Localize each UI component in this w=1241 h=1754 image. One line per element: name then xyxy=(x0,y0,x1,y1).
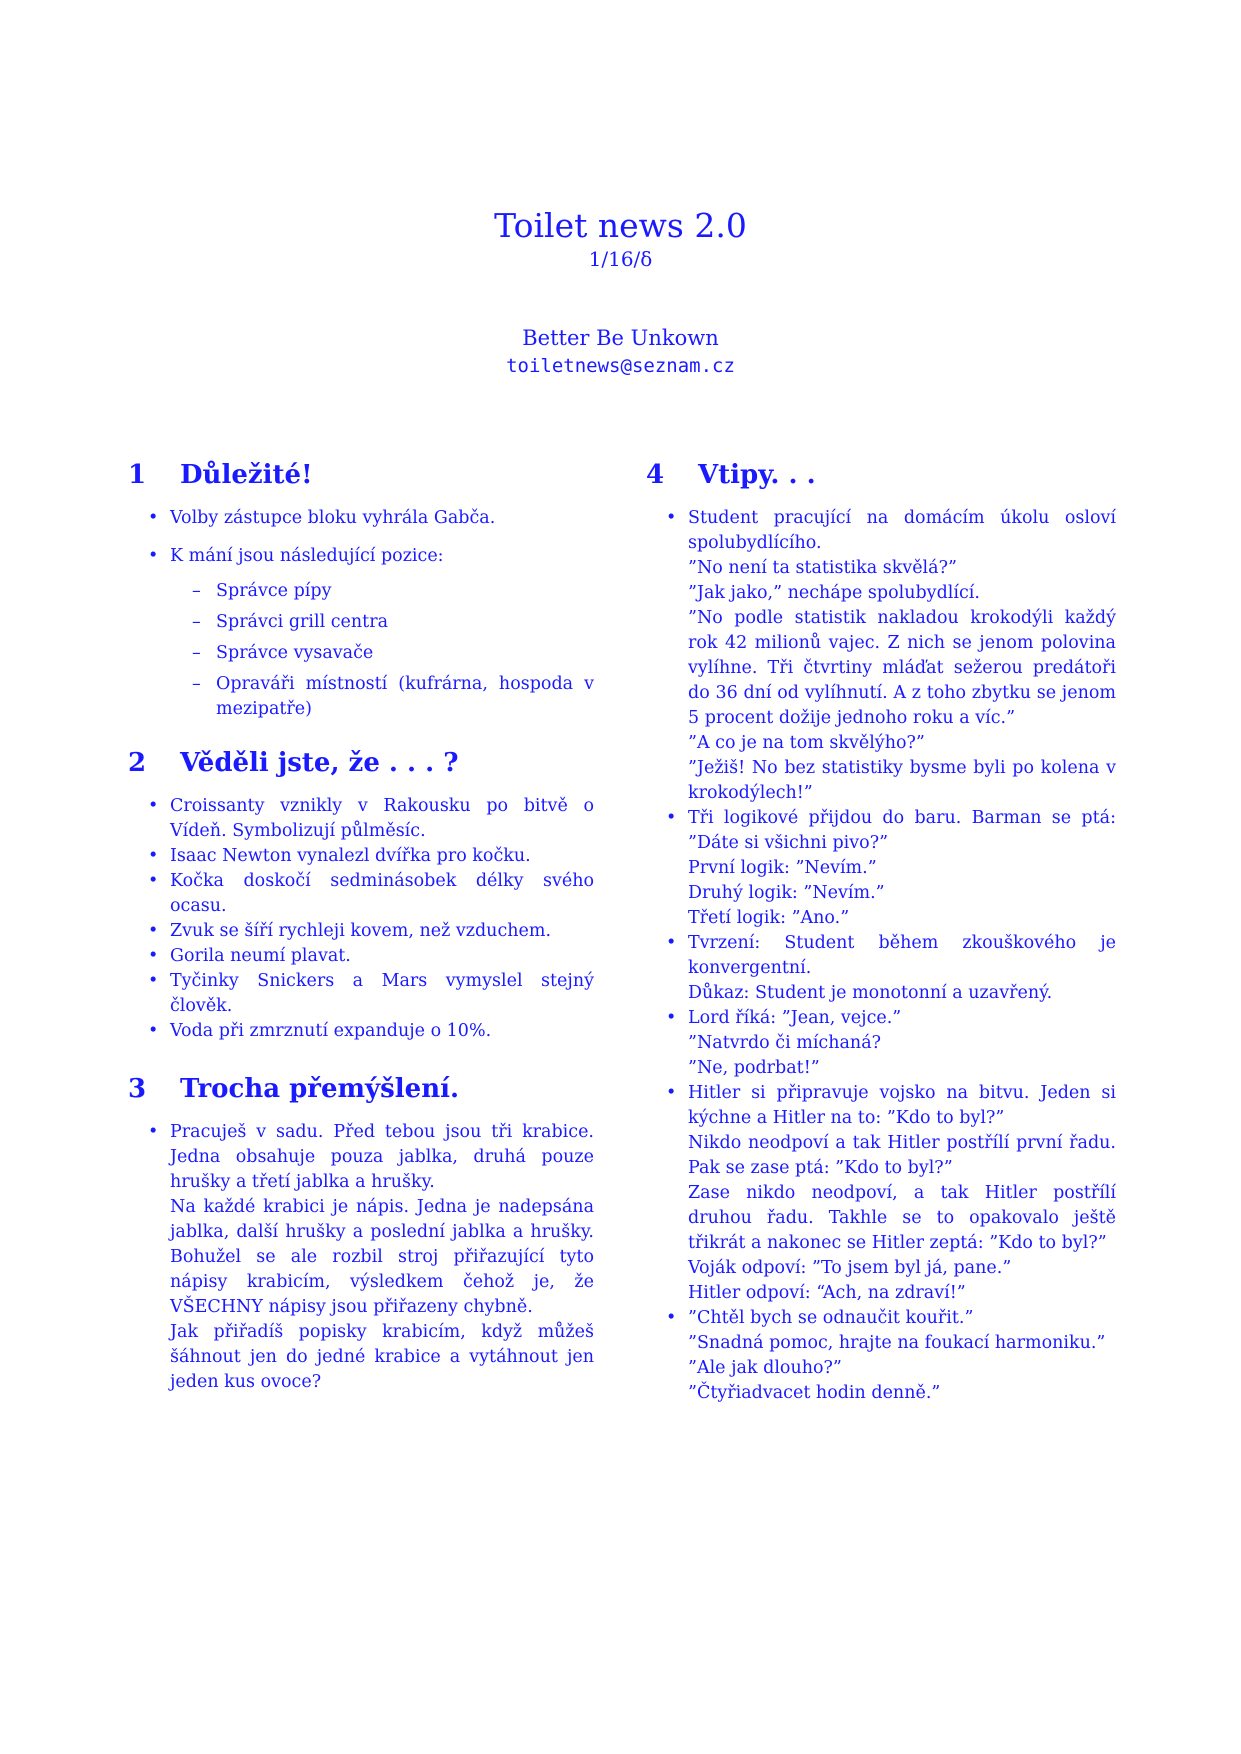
section-2 xyxy=(128,746,594,1044)
section-heading xyxy=(646,458,1116,492)
sub-list-item: – Správci grill centra xyxy=(216,610,594,635)
author-name: Better Be Unkown xyxy=(522,326,719,350)
bullet-list xyxy=(128,1120,594,1395)
section-heading xyxy=(128,458,594,492)
title-block xyxy=(0,206,1241,380)
joke-line: ”A co je na tom skvělýho?” xyxy=(688,733,925,753)
joke-item xyxy=(688,1081,1116,1306)
list-item xyxy=(170,1120,594,1395)
joke-item xyxy=(688,931,1116,1006)
document-title: Toilet news 2.0 xyxy=(494,206,747,245)
list-item: • Gorila neumí plavat. xyxy=(170,944,594,969)
puzzle-paragraph: • Pracuješ v sadu. Před tebou jsou tři krabice. Jedna obsahuje pouza jablka, druhá pouze hrušky a třetí jablka a hrušky. xyxy=(170,1122,594,1192)
joke-line: Druhý logik: ”Nevím.” xyxy=(688,883,885,903)
joke-line: ”No podle statistik nakladou krokodýli každý rok 42 milionů vajec. Z nich se jenom polovina vylíhne. Tři čtvrtiny mláďat sežerou predátoři do 36 dní od vylíhnutí. A z toho zbytku se jenom 5 procent dožije jednoho roku a víc.” xyxy=(688,608,1116,728)
section-number: 2 xyxy=(128,748,147,778)
joke-line: Třetí logik: ”Ano.” xyxy=(688,908,850,928)
list-item: • Volby zástupce bloku vyhrála Gabča. xyxy=(170,506,594,531)
author-email: toiletnews@seznam.cz xyxy=(506,355,735,377)
joke-line: ”Ježiš! No bez statistiky bysme byli po kolena v krokodýlech!” xyxy=(688,758,1116,803)
section-1 xyxy=(128,458,594,722)
section-heading xyxy=(128,1072,594,1106)
list-item-text: K mání jsou následující pozice: xyxy=(170,546,444,566)
joke-line: • Hitler si připravuje vojsko na bitvu. Jeden si kýchne a Hitler na to: ”Kdo to byl?” xyxy=(688,1083,1116,1128)
joke-line: Nikdo neodpoví a tak Hitler postřílí první řadu. Pak se zase ptá: ”Kdo to byl?” xyxy=(688,1133,1116,1178)
section-title: Trocha přemýšlení. xyxy=(180,1074,460,1104)
joke-item xyxy=(688,806,1116,931)
list-item: • Croissanty vznikly v Rakousku po bitvě o Vídeň. Symbolizují půlměsíc. xyxy=(170,794,594,844)
joke-line: ”Snadná pomoc, hrajte na foukací harmoniku.” xyxy=(688,1333,1106,1353)
joke-line: Důkaz: Student je monotonní a uzavřený. xyxy=(688,983,1053,1003)
right-column xyxy=(646,458,1116,1430)
joke-line: • ”Chtěl bych se odnaučit kouřit.” xyxy=(688,1308,974,1328)
joke-line: ”Ne, podrbat!” xyxy=(688,1058,820,1078)
list-item: • Tyčinky Snickers a Mars vymyslel stejný člověk. xyxy=(170,969,594,1019)
sub-list-item: – Opraváři místností (kufrárna, hospoda v mezipatře) xyxy=(216,672,594,722)
sub-list-item: – Správce vysavače xyxy=(216,641,594,666)
puzzle-paragraph: Na každé krabici je nápis. Jedna je nadepsána jablka, další hrušky a poslední jablka a hrušky. Bohužel se ale rozbil stroj přiřazující tyto nápisy krabicím, výsledkem čehož je, že VŠECHNY nápisy jsou přiřazeny chybně. xyxy=(170,1197,594,1317)
document-date: 1/16/δ xyxy=(588,247,653,271)
joke-line: ”Jak jako,” nechápe spolubydlící. xyxy=(688,583,980,603)
list-item: • Zvuk se šíří rychleji kovem, než vzduchem. xyxy=(170,919,594,944)
jokes-list xyxy=(646,506,1116,1406)
section-3 xyxy=(128,1072,594,1395)
joke-item xyxy=(688,1306,1116,1406)
joke-line: • Tři logikové přijdou do baru. Barman se ptá: ”Dáte si všichni pivo?” xyxy=(688,808,1116,853)
list-item: • Voda při zmrznutí expanduje o 10%. xyxy=(170,1019,594,1044)
joke-line: • Student pracující na domácím úkolu osloví spolubydlícího. xyxy=(688,508,1116,553)
sub-list xyxy=(170,579,594,722)
joke-line: Hitler odpoví: “Ach, na zdraví!” xyxy=(688,1283,966,1303)
bullet-list xyxy=(128,506,594,722)
joke-line: První logik: ”Nevím.” xyxy=(688,858,877,878)
section-4 xyxy=(646,458,1116,1406)
joke-line: ”Ale jak dlouho?” xyxy=(688,1358,842,1378)
joke-line: ”No není ta statistika skvělá?” xyxy=(688,558,957,578)
joke-line: Zase nikdo neodpoví, a tak Hitler postřílí druhou řadu. Takhle se to opakovalo ještě třikrát a nakonec se Hitler zeptá: ”Kdo to byl?” xyxy=(688,1183,1116,1253)
joke-line: ”Čtyřiadvacet hodin denně.” xyxy=(688,1383,941,1403)
section-title: Vtipy. . . xyxy=(698,460,816,490)
section-number: 3 xyxy=(128,1074,147,1104)
joke-line: Voják odpoví: ”To jsem byl já, pane.” xyxy=(688,1258,1012,1278)
section-heading xyxy=(128,746,594,780)
joke-item xyxy=(688,1006,1116,1081)
section-title: Věděli jste, že . . . ? xyxy=(180,748,459,778)
list-item: • Kočka doskočí sedminásobek délky svého ocasu. xyxy=(170,869,594,919)
joke-line: • Tvrzení: Student během zkouškového je konvergentní. xyxy=(688,933,1116,978)
list-item xyxy=(170,544,594,722)
bullet-list xyxy=(128,794,594,1044)
section-title: Důležité! xyxy=(180,460,313,490)
left-column xyxy=(128,458,594,1419)
sub-list-item: – Správce pípy xyxy=(216,579,594,604)
puzzle-question: Jak přiřadíš popisky krabicím, když můžeš šáhnout jen do jedné krabice a vytáhnout jen jeden kus ovoce? xyxy=(170,1322,594,1392)
list-item: • Isaac Newton vynalezl dvířka pro kočku. xyxy=(170,844,594,869)
section-number: 1 xyxy=(128,460,147,490)
joke-item xyxy=(688,506,1116,806)
joke-line: • Lord říká: ”Jean, vejce.” xyxy=(688,1008,902,1028)
section-number: 4 xyxy=(646,460,665,490)
joke-line: ”Natvrdo či míchaná? xyxy=(688,1033,882,1053)
